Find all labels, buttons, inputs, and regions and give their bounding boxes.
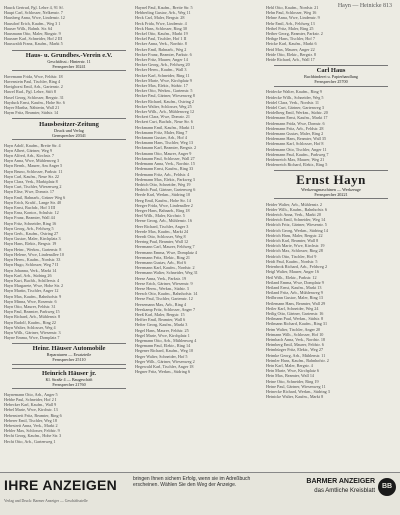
directory-entry: Heinecke Richard, Werkm., Südring 3 xyxy=(266,388,330,394)
directory-entry: Heimann Wilh., Schlosser, Hof 10 xyxy=(266,331,324,337)
directory-entry: Hayn Fritz, Schneider, Ring 16 xyxy=(4,220,57,226)
directory-entry: Haxel Georg, Schlosser, Bergstr. 31 xyxy=(4,94,64,100)
ad-slogan: bringen Ihnen sichern Erfolg, wenn sie im Adreßbuch erscheinen. Wählen Sie den Weg der Anzeige. xyxy=(133,476,251,489)
divider xyxy=(12,368,126,369)
directory-entry: Hein Karl, Maler, Bergstr. 4 xyxy=(266,362,313,368)
directory-entry: Hayn Erna, Kontor., Schulstr. 12 xyxy=(4,210,59,216)
directory-entry: Heidrich Fritz, Gärtner, Wiesenstr. 5 xyxy=(266,222,327,228)
directory-entry: Hayn Max, Kaufm., Bahnhofstr. 9 xyxy=(4,293,62,299)
directory-entry: Hayn Johanna, Verk., Markt 14 xyxy=(4,267,57,273)
ad-publisher xyxy=(285,478,375,495)
directory-entry: Hecker Wilh., Arb., Mühlenweg 12 xyxy=(135,109,195,115)
directory-entry: Hayn Albert, Gärtner, Weg 9 xyxy=(4,147,53,153)
directory-entry: Heering Paul, Beamter, Wall 12 xyxy=(135,239,189,245)
directory-entry: Hayn Georg, Arb., Feldweg 5 xyxy=(4,225,54,231)
directory-entry: Heermann Emma, Wwe, Domplatz 4 xyxy=(135,249,198,255)
directory-entry: Heidemann Otto, Tischler, Anger 11 xyxy=(266,146,327,152)
directory-entry: Heibge Hans, Tischler, Hof 7 xyxy=(266,36,315,42)
directory-entry: Hauck Gertrud, Pgl. Lehre 4, 91 Sf. xyxy=(4,5,64,10)
directory-entry: Heermann Gustav, Arb., Hof 6 xyxy=(135,259,187,265)
directory-entry: Hayn Gustav, Maler, Kirchplatz 3 xyxy=(4,236,61,242)
directory-entry: Heermann Carl, Maurer, Feldweg 7 xyxy=(135,244,195,250)
directory-entry: Heer Richard, Tischler, Anger 3 xyxy=(135,223,189,229)
directory-entry: Hedrich Otto, Schneider, Weg 19 xyxy=(135,181,191,187)
divider xyxy=(12,343,126,344)
directory-entry: Havighorst Emil, Arb., Gartenstr. 2 xyxy=(4,84,63,90)
directory-entry: Hein Max, Beamter, Wall 14 xyxy=(266,373,315,379)
directory-entry: Heilemann Hans, Beamter, Wall 29 xyxy=(266,300,326,306)
directory-entry: Hayn Minna, Wwe, Rosenstr. 6 xyxy=(4,298,57,304)
directory-entry: Heese Anna, Verk., Parkstr. 19 xyxy=(135,275,187,281)
directory-entry: Hayn Carl, Kaufm., Neue Str. 22 xyxy=(4,173,60,179)
directory-entry: Heger Wilh., Gärtner, Wiesenweg 2 xyxy=(135,358,195,364)
directory-entry: Heide Otto, Elektr., Bergstr. 8 xyxy=(266,51,316,57)
directory-entry: Hayn Erich, Kraftf., Lange Str. 40 xyxy=(4,199,62,205)
directory-entry: Hedemann Anna, Verk., Nordstr. 15 xyxy=(135,161,195,167)
directory-entry: Heidecke Wilh., Schneider, Weg 5 xyxy=(266,94,324,100)
directory-entry: Heidrich Hans, Maler, Bergstr. 22 xyxy=(266,232,323,238)
directory-entry: Heel Wilh., Maler, Kirchstr. 5 xyxy=(135,213,185,219)
advertisement-line: Kl. Straße 4 — Baugeschäft xyxy=(45,376,93,382)
advertisement-line: Werkzeugmaschinen — Werkzeuge xyxy=(301,186,361,192)
directory-entry: Heeger Frida, Wwe, Lindenallee 2 xyxy=(135,202,193,208)
directory-entry: Hegel Hans, Maurer, Feldstr. 25 xyxy=(135,327,189,333)
directory-entry: Heberer Emil, Tischler, Weg 18 xyxy=(4,417,57,423)
directory-entry: Heidrich Marie, Wwe, Kirchstr. 19 xyxy=(266,243,325,249)
directory-entry: Hebberling Gustav, Arb., Weg 11 xyxy=(135,10,191,16)
directory-entry: Hauswaldt Franz, Kaufm., Markt 5 xyxy=(4,41,63,47)
directory-entry: Haynel Paul, Kaufm., Breite Str. 5 xyxy=(135,5,193,10)
divider xyxy=(274,86,388,87)
directory-entry: Heck Frida, Wwe, Lindenstr. 4 xyxy=(135,20,187,26)
directory-entry: Hayn Clara, Verk., Marktplatz 8 xyxy=(4,179,58,185)
directory-entry: Heidecke Walter, Kaufm., Ring 9 xyxy=(266,89,322,95)
directory-entry: Hegner Fritz, Werkm., Südring 6 xyxy=(135,369,191,375)
divider xyxy=(12,139,126,140)
directory-entry: Hehl Otto, Kaufm., Nordstr. 21 xyxy=(266,5,319,10)
directory-entry: Heiderich Emil, Schneider, Weg 14 xyxy=(266,217,326,223)
directory-entry: Hayn Wilh., Gärtner, Wiesenstr. 3 xyxy=(4,329,61,335)
directory-entry: Hecker Marie, Wwe, Kirchplatz 9 xyxy=(135,77,192,83)
directory-entry: Hedemann Ernst, Kaufm., Ring 33 xyxy=(135,166,194,172)
column-middle xyxy=(135,5,265,374)
advertisement-title: Ernst Hayn xyxy=(296,171,366,187)
directory-entry: Heidt Paul, Kaufm., Nordstr. 5 xyxy=(266,258,318,264)
advertisement-line: Fernsprecher 25700 xyxy=(314,79,348,85)
directory-entry: Hayn Paul, Beamter, Parkweg 15 xyxy=(4,309,60,315)
directory-entry: Heidemann Fritz, Arb., Feldstr. 28 xyxy=(266,125,324,131)
directory-entry: Heimke Georg, Arb., Mühlenstr. 11 xyxy=(266,352,326,358)
advertisement-title: Heinrich Häuser jr. xyxy=(42,369,96,377)
directory-entry: Haupt Carl, Schlosser, Nelkenstr. 7 xyxy=(4,10,63,16)
directory-entry: Heffter Emil, Beamter, Wall 6 xyxy=(135,317,186,323)
divider xyxy=(12,118,126,119)
divider xyxy=(12,388,126,389)
directory-entry: Hecht Otto, Arb., Gartenweg 1 xyxy=(4,438,56,444)
directory-entry: Heil Wilh., Elektr., Parkstr. 12 xyxy=(266,274,317,280)
directory-entry: Hayne Emma, Wwe, Domplatz 7 xyxy=(4,335,60,341)
directory-entry: Hecker Fritz, Maurer, Anger 14 xyxy=(135,57,188,63)
directory-entry: Heilmann Paul, Werkm., Südstr. 8 xyxy=(266,316,324,322)
directory-entry: Hayn Richard, Arb., Mühlenstr. 8 xyxy=(4,314,61,320)
directory-entry: Heiland Fritz, Arb., Mühlenweg 9 xyxy=(266,290,323,296)
boxed-advertisement xyxy=(266,65,396,86)
directory-entry: Heckel Paul, Tischler, Hof 1 II xyxy=(135,36,187,42)
directory-entry: Heidenreich Richard, Elektr., Ring 5 xyxy=(266,162,328,168)
directory-entry: Hecker Franz, Beamter, Parkstr. 6 xyxy=(135,51,192,57)
directory-entry: Hefter Georg, Kaufm., Markt 3 xyxy=(135,322,188,328)
directory-entry: Hausdorf Erich, Kaufm., Weg 3 1 xyxy=(4,20,61,26)
directory-entry: Heimbach Anna, Verk., Nordstr. 18 xyxy=(266,336,326,342)
directory-entry: Heine Otto, Schneider, Ring 19 xyxy=(266,378,319,384)
directory-entry: Heckert Clara, Wwe, Domstr. 21 xyxy=(135,114,190,120)
directory-entry: Heidel Curt, Gärtner, Gartenweg 3 xyxy=(266,105,324,111)
directory-entry: Heiderich Anna, Verk., Markt 20 xyxy=(266,212,321,218)
ad-publisher-name: BARMER ANZEIGER xyxy=(306,478,375,485)
directory-entry: Heckmann Otto, Maurer, Anger 9 xyxy=(135,150,192,156)
directory-entry: Heeskamp Fritz, Schlosser, Anger 7 xyxy=(135,306,196,312)
directory-entry: Hausmann Otto, Maler, Ringstr. 9 xyxy=(4,31,61,37)
directory-entry: Heid Max, Maurer, Anger 22 xyxy=(266,46,315,52)
directory-entry: Hayn Elise, Wwe, Domstr. 17 xyxy=(4,189,55,195)
directory-entry: Hebel Marie, Wwe, Kirchstr. 13 xyxy=(4,407,58,413)
directory-entry: Heese Paul, Tischler, Gartenstr. 12 xyxy=(135,296,193,302)
divider xyxy=(12,50,126,51)
directory-entry: Heidrich Otto, Tischler, Hof 9 xyxy=(266,253,317,259)
advertisement-title: Haus- u. Grundbes.-Verein e.V. xyxy=(25,51,113,59)
directory-entry: Heimberg Emil, Maurer, Feldstr. 6 xyxy=(266,342,324,348)
directory-entry: Hebestreit Anna, Verk., Markt 2 xyxy=(4,422,58,428)
column-left xyxy=(4,5,134,444)
directory-entry: Heider Wilh., Kaufm., Bahnhofstr. 6 xyxy=(266,206,328,212)
directory-entry: Hegemann Otto, Arb., Mühlenweg 4 xyxy=(135,338,197,343)
directory-entry: Hecker Karl, Schneider, Ring 11 xyxy=(135,72,190,78)
directory-entry: Haym Fritz, Beamter, Südstr. 14 xyxy=(4,110,59,116)
directory-entry: Hehne Anna, Wwe, Lindenstr. 9 xyxy=(266,15,320,21)
divider xyxy=(274,65,388,66)
directory-entry: Hebenstreit Fritz, Beamter, Ring 6 xyxy=(4,412,62,418)
column-right xyxy=(266,5,396,399)
directory-entry: Heene Georg, Arb., Mühlenstr. 16 xyxy=(135,218,192,224)
directory-entry: Hecker Max, Elektr., Südstr. 17 xyxy=(135,83,188,89)
directory-entry: Heiland Emma, Wwe, Domplatz 9 xyxy=(266,279,324,285)
directory-entry: Hecker Georg, Arb., Feldweg 20 xyxy=(135,62,190,68)
directory-entry: Heide Richard, Arb., Wall 17 xyxy=(266,57,315,63)
directory-entry: Heinicke Walter, Kaufm., Markt 8 xyxy=(266,394,324,400)
advertisement-line: Druck und Verlag xyxy=(54,127,84,133)
directory-entry: Hebler Max, Schlosser, Feldstr. 9 xyxy=(4,428,60,434)
directory-entry: Hebbe Paul, Schneider, Hof 2 I xyxy=(4,396,57,402)
directory-entry: Heidrich Georg, Werkm., Südring 14 xyxy=(266,227,328,233)
directory-entry: Heiler Karl, Schneider, Weg 24 xyxy=(266,305,319,311)
advertisement-title: Heinr. Häuser Automobile xyxy=(32,345,106,353)
ad-footnote: Verlag und Druck: Barmer Anzeiger — Geschäftsstelle xyxy=(4,499,88,503)
directory-entry: Hausberg Anna, Wwe, Lindenstr. 12 xyxy=(4,15,65,21)
directory-entry: Heckel Otto, Kaufm., Markt 19 xyxy=(135,31,188,37)
directory-entry: Hecker Otto, Werkm., Gartenstr. 5 xyxy=(135,88,193,94)
directory-entry: Heidelberg Emil, Werkm., Südstr. 20 xyxy=(266,110,328,116)
directory-entry: Heckert Curt, Buchdr., Neue Str. 6 xyxy=(135,119,193,125)
ad-brand: IHRE ANZEIGEN xyxy=(4,477,118,493)
directory-entry: Heimbürger Fritz, Elektr., Weg 27 xyxy=(266,347,324,353)
directory-entry: Hayn Anna, Wwe, Mühlenweg 3 xyxy=(4,158,60,164)
directory-entry: Heeß Karl, Maler, Bergstr. 15 xyxy=(135,311,185,317)
directory-entry: Heidel Clara, Verk., Nordstr. 11 xyxy=(266,99,320,105)
directory-entry: Hayn Alfred, Arb., Kirchstr. 7 xyxy=(4,153,55,159)
directory-entry: Hawel Rud., Pgl. Lehre, Stift 8 xyxy=(4,89,56,95)
directory-entry: Hecker Anna, Verk., Nordstr. 8 xyxy=(135,41,187,47)
directory-entry: Hayn Hans, Elektr., Bergstr. 19 xyxy=(4,241,57,247)
directory-entry: Heerdt Otto, Schlosser, Weg 8 xyxy=(135,233,186,239)
directory-entry: Hayn Karl, Arb., Südring 26 xyxy=(4,272,52,278)
directory-entry: Hayn Martin, Tischler, Anger 12 xyxy=(4,288,59,294)
directory-entry: Hedemann Fritz, Arb., Feldstr. 4 xyxy=(135,171,190,177)
directory-entry: Heigl Walter, Maurer, Anger 16 xyxy=(266,269,319,275)
advertisement-line: Fernsprecher 20221 xyxy=(314,191,348,197)
divider xyxy=(12,70,126,71)
directory-entry: Hayn Hugo, Schlosser, Weg 7 II xyxy=(4,262,58,268)
boxed-advertisement xyxy=(266,170,396,198)
directory-entry: Heiber Georg, Beamter, Parkstr. 2 xyxy=(266,31,323,37)
directory-entry: Heidemann Ernst, Kaufm., Markt 17 xyxy=(266,115,328,121)
directory-entry: Heilmann Richard, Kaufm., Ring 31 xyxy=(266,321,328,327)
directory-entry: Heienbrok Richard, Arb., Feldweg 2 xyxy=(266,264,328,270)
directory-entry: Hecker Paul, Gärtner, Wiesenweg 8 xyxy=(135,93,195,99)
directory-entry: Heede Karl, Werkm., Südring 10 xyxy=(135,192,191,198)
directory-entry: Hehn Paul, Schlosser, Weg 16 xyxy=(266,10,317,16)
boxed-advertisement xyxy=(4,118,134,139)
directory-entry: Heesemann Max, Arb., Ring 4 xyxy=(135,301,187,307)
directory-entry: Heidemann Karl, Schlosser, Hof 8 xyxy=(266,141,324,147)
divider xyxy=(274,198,388,199)
divider xyxy=(274,170,388,171)
directory-entry: Hayn Walter, Schlosser, Weg 4 xyxy=(4,324,56,330)
directory-entry: Hegel Marie, Wwe, Kirchplatz 1 xyxy=(135,332,190,338)
directory-entry: Heidemann Hans, Beamter, Wall 35 xyxy=(266,136,327,142)
directory-entry: Haynemann Otto, Arb., Anger 5 xyxy=(4,391,58,397)
directory-entry: Heidrich Max, Schlosser, Ring 28 xyxy=(266,248,323,254)
divider xyxy=(12,364,126,365)
directory-entry: Heese Erich, Gärtner, Wiesenstr. 9 xyxy=(135,280,193,286)
directory-entry: Hecker Walter, Schlosser, Weg 25 xyxy=(135,103,192,109)
directory-entry: Hayn Bernh., Maurer, Am Anger 5 xyxy=(4,163,63,169)
directory-entry: Hedemann Max, Elektr., Parkweg 3 xyxy=(135,176,195,182)
directory-entry: Hayn Bruno, Schlosser, Parkstr. 11 xyxy=(4,168,63,174)
directory-entry: Hayn Adolf, Kaufm., Breite Str. 4 xyxy=(4,142,61,148)
directory-entry: Heesch Otto, Kaufm., Bahnhofstr. 14 xyxy=(135,291,198,297)
directory-entry: Havenstein Paul, Tischler, Ring 4 xyxy=(4,79,61,85)
boxed-advertisement xyxy=(4,343,134,364)
directory-entry: Hayn Kurt, Buchh., Schillerstr. 4 xyxy=(4,277,60,283)
advertisement-line: Fernsprecher 25110 xyxy=(52,357,86,363)
directory-entry: Hehr Emil, Arb., Feldweg 13 xyxy=(266,20,315,26)
directory-entry: Hayn Heinr., Werkm., Gartenstr. 8 xyxy=(4,246,62,252)
directory-entry: Hecker Herm., Kaufm., Wall 3 xyxy=(135,67,187,73)
directory-entry: Hegewald Karl, Tischler, Anger 18 xyxy=(135,364,194,370)
directory-entry: Heicke Karl, Kaufm., Markt 6 xyxy=(266,41,317,47)
directory-entry: Heider Walter, Arb., Mühlenstr. 2 xyxy=(266,201,322,207)
directory-entry: Heiland Ernst, Kaufm., Markt 13 xyxy=(266,284,322,290)
directory-entry: Heim Walter, Tischler, Anger 20 xyxy=(266,326,321,332)
directory-entry: Heese Herm., Werkm., Südstr. 3 xyxy=(135,285,189,291)
directory-entry: Hayn Ernst, Buchdr., Hof 3 III xyxy=(4,205,56,211)
directory-entry: Hauser Wilh., Bahnh. Str. 64 xyxy=(4,25,53,31)
directory-entry: Heibel Fritz, Maler, Ring 25 xyxy=(266,25,314,31)
directory-entry: Heermann Fritz, Elektr., Ring 21 xyxy=(135,254,191,260)
bottom-advertisement xyxy=(0,472,400,515)
directory-entry: Heidemann Gustav, Maler, Ring 2 xyxy=(266,131,324,137)
directory-entry: Havemann Frida, Wwe, Feldstr. 18 xyxy=(4,73,63,79)
directory-entry: Hayn Curt, Tischler, Wiesenweg 2 xyxy=(4,184,62,190)
advertisement-line: Fernsprecher 10241 xyxy=(52,63,86,69)
advertisement-line: Reparaturen — Ersatzteile xyxy=(46,352,92,358)
advertisement-line: Gernsprecher 20341 xyxy=(51,132,87,138)
directory-entry: Heckmann Gustav, Arb., Hof 4 xyxy=(135,135,187,141)
directory-entry: Hedrich Paul, Gärtner, Gartenweg 6 xyxy=(135,187,196,193)
directory-entry: Heine Paul, Gärtner, Wiesenweg 11 xyxy=(266,383,326,389)
directory-entry: Heckmann Karl, Beamter, Bergstr. 2 xyxy=(135,145,197,151)
page-header: Hayn — Heinicke 813 xyxy=(337,3,392,9)
directory-entry: Hecker Emil, Bahnarb., Weg 2 xyxy=(135,46,187,52)
directory-entry: Hayn Margarete, Wwe, Hohe Str. 2 xyxy=(4,283,64,289)
boxed-advertisement xyxy=(4,50,134,71)
directory-entry: Heeger Hans, Bahnarb., Ring 18 xyxy=(135,207,190,213)
directory-entry: Hayer Martha, Nähterin, Wall 21 xyxy=(4,105,60,111)
directory-entry: Hayn Franz, Beamter, Wall 44 xyxy=(4,215,55,221)
directory-entry: Hayn Emil, Bahnarb., Grüner Weg 6 xyxy=(4,194,66,200)
directory-entry: Heger Walter, Schneider, Hof 5 xyxy=(135,353,188,359)
directory-entry: Heilig Otto, Gärtner, Gartenstr. 16 xyxy=(266,310,324,316)
ad-publisher-subtitle: das Amtliche Kreisblatt xyxy=(314,487,375,494)
advertisement-title: Carl Haus xyxy=(316,67,346,75)
advertisement-line: Geschäftsst.: Hinterstr. 11 xyxy=(47,58,91,64)
directory-entry: Hecht Georg, Kaufm., Hohe Str. 3 xyxy=(4,433,62,439)
advertisement-line: Fernsprecher 21760 xyxy=(52,381,86,387)
directory-entry: Heermann Karl, Kaufm., Nordstr. 2 xyxy=(135,265,195,271)
directory-entry: Hayn Herm., Kaufm., Nordstr. 33 xyxy=(4,257,61,263)
directory-entry: Hayduck Ernst, Kaufm., Hohe Str. 6 xyxy=(4,99,65,105)
directory-entry: Heckmann Fritz, Maler, Ring 7 xyxy=(135,129,188,135)
boxed-advertisement xyxy=(4,368,134,389)
directory-entry: Heidemann Paul, Kaufm., Parkweg 7 xyxy=(266,151,329,157)
directory-entry: Hausner Karl, Schneider, Hof 2 III xyxy=(4,36,63,42)
directory-entry: Heerde Max, Kaufm., Markt 24 xyxy=(135,228,189,234)
advertisement-line: Buchbinderei u. Papierhandlung xyxy=(303,74,359,80)
directory-entry: Heidenreich Max, Maurer, Weg 21 xyxy=(266,157,325,163)
directory-entry: Hayn Otto, Maurer, Feldstr. 31 xyxy=(4,303,56,309)
directory-entry: Heckmann Emil, Kaufm., Markt 11 xyxy=(135,124,195,130)
directory-entry: Heck Carl, Maler, Bergstr. 28 xyxy=(135,15,185,21)
advertisement-title: Hausbesitzer-Zeitung xyxy=(39,120,99,128)
directory-entry: Heidrich Karl, Beamter, Wall 8 xyxy=(266,238,319,244)
directory-entry: Heilbronn Gustav, Maler, Ring 13 xyxy=(266,295,324,301)
directory-entry: Hegemann Paul, Elektr., Ring 14 xyxy=(135,343,191,349)
directory-entry: Heimler Hans, Kaufm., Bahnhofstr. 2 xyxy=(266,357,329,363)
directory-entry: Heckmann Hans, Tischler, Weg 13 xyxy=(135,140,194,146)
directory-entry: Heermann Walter, Schneider, Weg 31 xyxy=(135,270,198,276)
directory-entry: Hebecker Karl, Kaufm., Wall 9 xyxy=(4,402,57,408)
directory-entry: Hein Marie, Wwe, Kirchplatz 6 xyxy=(266,368,319,374)
directory-entry: Heck Hans, Schlosser, Ring 30 xyxy=(135,25,187,31)
directory-entry: Heidemann Frida, Wwe, Domstr. 6 xyxy=(266,120,325,126)
directory-entry: Hayn Helene, Wwe, Lindenallee 10 xyxy=(4,251,64,257)
directory-entry: Hayn Rudolf, Kaufm., Ring 22 xyxy=(4,319,56,325)
publisher-logo-icon: BB xyxy=(378,478,396,496)
directory-entry: Heckmann Paul, Schlosser, Wall 27 xyxy=(135,155,195,161)
directory-entry: Hegener Richard, Kaufm., Weg 10 xyxy=(135,348,194,354)
directory-entry: Hecker Richard, Kaufm., Ostring 2 xyxy=(135,98,194,104)
directory-entry: Heeg Emil, Kaufm., Hohe Str. 14 xyxy=(135,197,191,203)
directory-entry: Hayn Gerh., Kaufm., Ostring 27 xyxy=(4,231,59,237)
